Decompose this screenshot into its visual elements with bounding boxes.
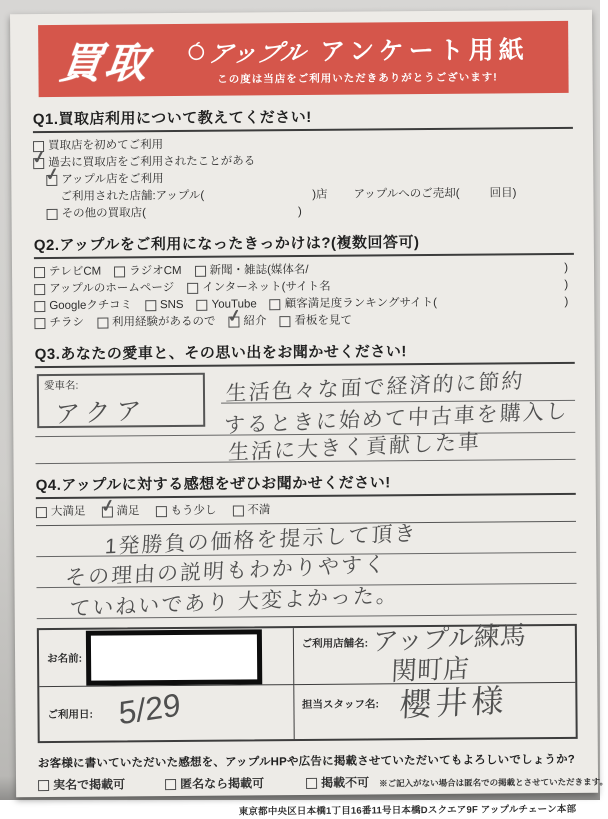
checkbox-icon <box>155 506 166 517</box>
store-used-label: ご利用された店舗:アップル( <box>60 188 204 206</box>
checkbox-icon <box>36 507 47 518</box>
blank-field <box>204 195 312 196</box>
store-cell <box>293 626 575 685</box>
q2-option-signboard: 看板を見て <box>279 313 352 331</box>
checkbox-icon <box>165 779 176 790</box>
checkbox-icon <box>279 316 290 327</box>
checkbox-icon <box>270 299 281 310</box>
checkbox-icon <box>195 266 206 277</box>
q2-option-homepage: アップルのホームページ <box>34 280 174 298</box>
store-name-handwritten-value: アップル練馬 <box>372 615 527 659</box>
checkbox-icon <box>187 283 198 294</box>
checkbox-icon <box>145 300 156 311</box>
checkbox-icon <box>34 301 45 312</box>
handwritten-line: 1発勝負の価格を提示して頂き <box>104 517 418 560</box>
q2-option-newspaper: 新聞・雑誌(媒体名/ <box>195 262 309 280</box>
name-redaction-box <box>86 629 262 685</box>
checkbox-icon <box>114 266 125 277</box>
handwritten-line: するときに始めて中古車を購入し <box>223 395 569 440</box>
q4-option-could-be-better: もう少し <box>155 503 216 520</box>
q2-option-google-review: Googleクチコミ <box>34 297 132 315</box>
header-banner <box>38 21 569 97</box>
kaitori-logo: 買取 <box>56 30 154 91</box>
q2-option-tv-cm: テレビCM <box>34 264 101 282</box>
checkbox-checked-icon <box>228 316 239 327</box>
ruled-line <box>37 584 577 619</box>
banner-subtitle: この度は当店をご利用いただきありがとうございます! <box>217 69 498 86</box>
checkbox-icon <box>197 300 208 311</box>
survey-sheet <box>10 10 598 798</box>
ruled-line <box>35 401 575 437</box>
option-label: その他の買取店( <box>62 205 146 223</box>
handwritten-line: その理由の説明もわかりやすく <box>65 548 388 592</box>
checkbox-icon <box>306 778 317 789</box>
checkbox-checked-icon <box>46 175 57 186</box>
customer-info-table <box>37 624 578 743</box>
paren-close: ) <box>564 277 574 294</box>
checkbox-checked-icon <box>101 506 112 517</box>
staff-name-handwritten-value: 櫻井様 <box>398 676 508 727</box>
q2-option-flyer: チラシ <box>34 315 84 332</box>
name-cell <box>39 628 294 687</box>
blank-field <box>146 213 298 214</box>
q2-row-4 <box>34 311 574 332</box>
sheet-title: アンケート用紙 <box>320 30 529 68</box>
q1-option-other-store: その他の買取店( ) <box>47 202 574 223</box>
handwritten-line: 生活に大きく貢献した車 <box>228 426 482 467</box>
publication-note: ※ご記入がない場合は匿名での掲載とさせていただきます。 <box>379 775 608 789</box>
car-name-label: 愛車名: <box>44 377 198 393</box>
checkbox-icon <box>34 284 45 295</box>
q3-answer-area <box>35 369 576 463</box>
q2-option-referral: ✓ 紹介 <box>228 313 266 330</box>
checkbox-icon <box>34 318 45 329</box>
ruled-line <box>35 433 575 464</box>
option-label: 買取店を初めてご利用 <box>48 137 163 155</box>
consent-option-real-name: 実名で掲載可 <box>38 776 125 794</box>
q4-option-very-satisfied: 大満足 <box>36 504 86 521</box>
consent-option-anonymous: 匿名なら掲載可 <box>165 775 264 793</box>
apple-emblem-icon <box>186 41 206 61</box>
company-address: 東京都中央区日本橋1丁目16番11号日本橋Dスクエア9F アップルチェーン本部 <box>38 801 578 819</box>
checkbox-icon <box>232 505 243 516</box>
staff-name-label: 担当スタッフ名: <box>302 698 379 711</box>
brand-block <box>156 30 558 87</box>
q2-option-past-experience: 利用経験があるので <box>97 314 216 332</box>
q2-option-radio-cm: ラジオCM <box>114 263 182 281</box>
handwritten-line: ていねいであり 大変よかった。 <box>69 579 400 623</box>
store-name-label: ご利用店舗名: <box>302 637 369 650</box>
consent-options-row <box>38 773 578 794</box>
consent-option-no-publication: 掲載不可 <box>306 774 369 791</box>
q2-option-sns: SNS <box>145 297 184 314</box>
q4-answer-area <box>36 522 577 619</box>
checkbox-icon <box>38 780 49 791</box>
option-label: 過去に買取店をご利用されたことがある <box>48 153 255 172</box>
q2-option-ranking-site: 顧客満足度ランキングサイト( <box>270 295 437 313</box>
brand-name: アップル <box>205 32 310 68</box>
handwritten-line: 生活色々な面で経済的に節約 <box>225 365 525 408</box>
paren-close: ) <box>564 294 574 311</box>
option-label: アップル店をご利用 <box>61 171 163 189</box>
q3-heading: Q3.あなたの愛車と、その思い出をお聞かせください! <box>35 339 575 368</box>
checkbox-icon <box>97 318 108 329</box>
sale-count-close: 回目) <box>490 185 517 202</box>
q2-option-internet: インターネット(サイト名 <box>187 279 331 297</box>
checkbox-checked-icon <box>33 158 44 169</box>
q4-heading: Q4.アップルに対する感想をぜひお聞かせください! <box>36 470 576 499</box>
checkbox-icon <box>47 209 58 220</box>
checkbox-icon <box>34 267 45 278</box>
visit-date-handwritten-value: 5/29 <box>118 686 181 732</box>
date-cell <box>39 685 294 741</box>
q1-heading: Q1.買取店利用について教えてください! <box>33 104 573 133</box>
form-body <box>31 104 581 819</box>
sale-count-label: アップルへのご売却( <box>353 186 459 204</box>
q4-option-dissatisfied: 不満 <box>232 502 270 519</box>
store-used-close: )店 <box>312 187 327 204</box>
staff-cell <box>294 683 576 739</box>
car-name-handwritten-value: アクア <box>54 389 199 431</box>
consent-question: お客様に書いていただいた感想を、アップルHPや広告に掲載させていただいてもよろしいでしょうか? <box>38 751 578 771</box>
q2-option-youtube: YouTube <box>197 296 257 313</box>
q4-option-satisfied: ✓ 満足 <box>101 503 139 520</box>
name-label: お名前: <box>47 650 82 665</box>
store-name-handwritten-value2: 関町店 <box>390 648 470 688</box>
q2-heading: Q2.アップルをご利用になったきっかけは?(複数回答可) <box>34 230 574 259</box>
visit-date-label: ご利用日: <box>47 706 93 721</box>
paren-close: ) <box>564 260 574 277</box>
